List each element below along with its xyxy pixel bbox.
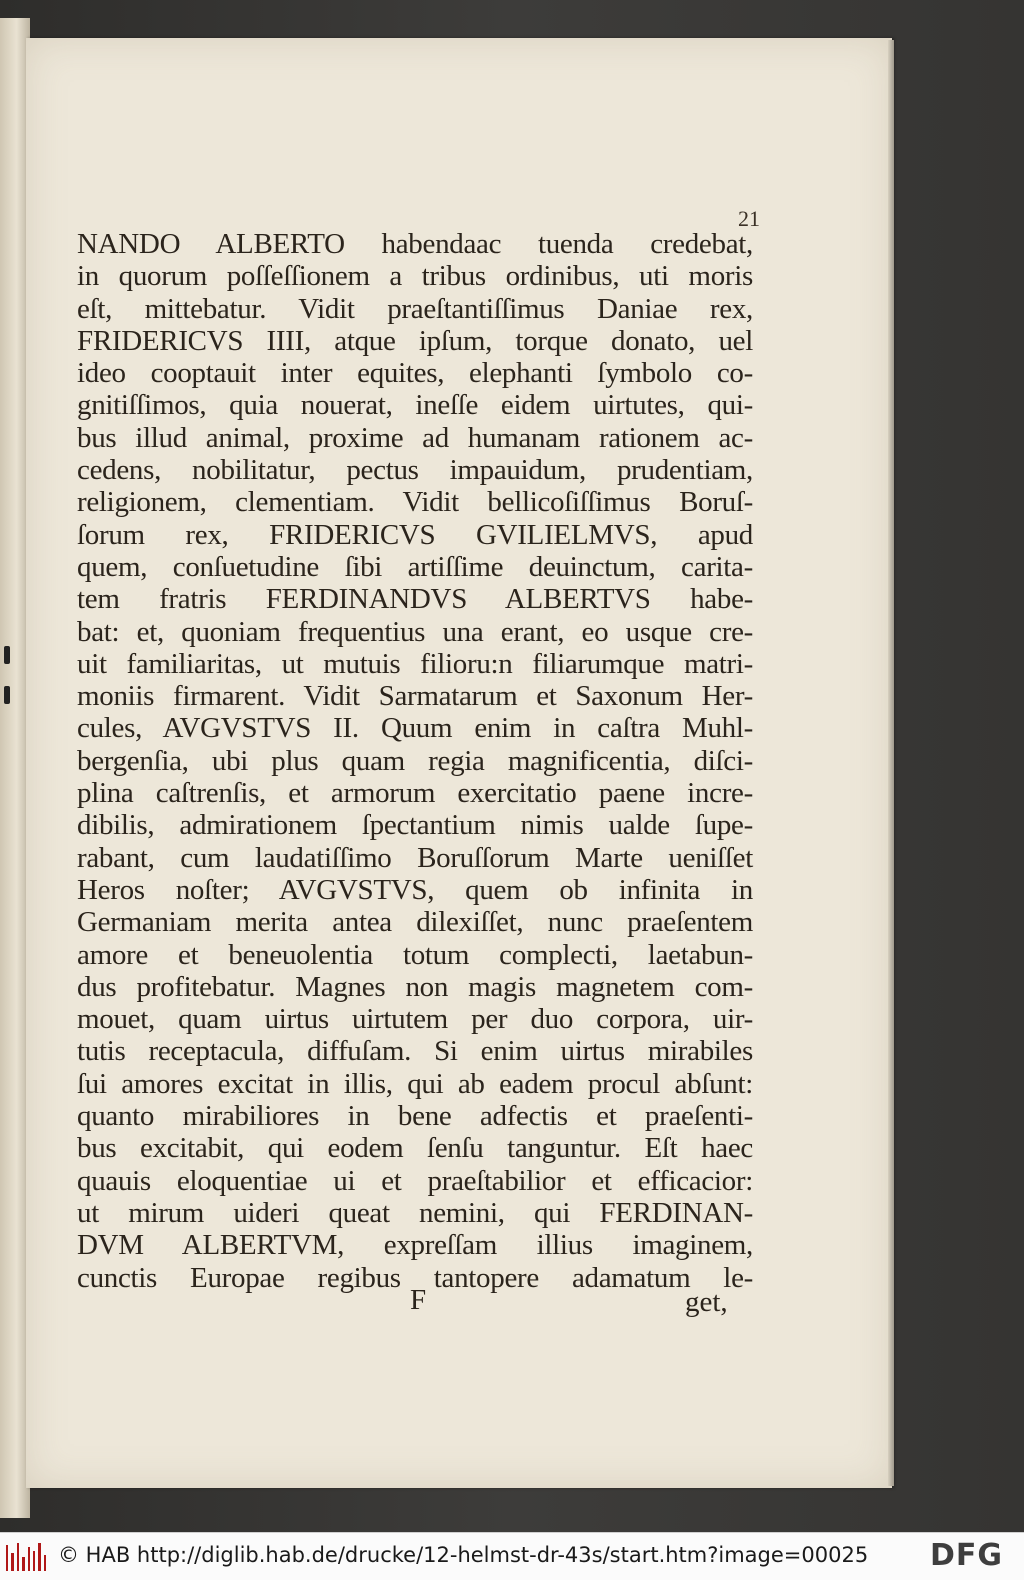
text-line: Germaniam merita antea dilexiſſet, nunc praeſentem bbox=[77, 906, 753, 939]
text-line: plina caſtrenſis, et armorum exercitatio paene incre- bbox=[77, 777, 753, 810]
text-line: quanto mirabiliores in bene adfectis et praeſenti- bbox=[77, 1100, 753, 1133]
text-line: bus illud animal, proxime ad humanam rationem ac- bbox=[77, 421, 753, 454]
text-line: eſt, mittebatur. Vidit praeſtantiſſimus Daniae rex, bbox=[77, 292, 753, 325]
text-line: bergenſia, ubi plus quam regia magnificentia, diſci- bbox=[77, 744, 753, 777]
hab-logo-icon bbox=[6, 1541, 46, 1571]
signature-mark: F bbox=[410, 1284, 427, 1316]
text-line: FRIDERICVS IIII, atque ipſum, torque donato, uel bbox=[77, 324, 753, 357]
text-line: Heros noſter; AVGVSTVS, quem ob infinita in bbox=[77, 873, 753, 906]
catchword: get, bbox=[685, 1286, 728, 1318]
text-line: ut mirum uideri queat nemini, qui FERDINAN- bbox=[77, 1196, 753, 1229]
text-line: ſui amores excitat in illis, qui ab eadem procul abſunt: bbox=[77, 1067, 753, 1100]
text-line: ſorum rex, FRIDERICVS GVILIELMVS, apud bbox=[77, 518, 753, 551]
text-line: cunctis Europae regibus tantopere adamatum le- bbox=[77, 1261, 753, 1294]
text-line: cules, AVGVSTVS II. Quum enim in caſtra Muhl- bbox=[77, 712, 753, 745]
text-line: quem, conſuetudine ſibi artiſſime deuinctum, carita- bbox=[77, 550, 753, 583]
body-text bbox=[77, 228, 753, 1294]
text-line: cedens, nobilitatur, pectus impauidum, prudentiam, bbox=[77, 454, 753, 487]
text-line: religionem, clementiam. Vidit bellicoſiſſimus Boruſ- bbox=[77, 486, 753, 519]
bleed-through-text: ﾠ bbox=[450, 1289, 478, 1320]
footer-credit-link[interactable]: © HAB http://diglib.hab.de/drucke/12-helmst-dr-43s/start.htm?image=00025 bbox=[58, 1543, 869, 1567]
text-line: uit familiaritas, ut mutuis filioru:n filiarumque matri- bbox=[77, 647, 753, 680]
text-line: bus excitabit, qui eodem ſenſu tanguntur. Eſt haec bbox=[77, 1132, 753, 1165]
text-line: DVM ALBERTVM, expreſſam illius imaginem, bbox=[77, 1229, 753, 1262]
margin-mark bbox=[4, 686, 10, 704]
text-line: dus profitebatur. Magnes non magis magnetem com- bbox=[77, 970, 753, 1003]
page-edge-shadow bbox=[888, 40, 894, 1486]
text-line: dibilis, admirationem ſpectantium nimis ualde ſupe- bbox=[77, 809, 753, 842]
margin-mark bbox=[4, 646, 10, 664]
dfg-logo: DFG bbox=[930, 1538, 1004, 1573]
text-line: bat: et, quoniam frequentius una erant, eo usque cre- bbox=[77, 615, 753, 648]
text-line: gnitiſſimos, quia nouerat, ineſſe eidem uirtutes, qui- bbox=[77, 389, 753, 422]
text-line: quauis eloquentiae ui et praeſtabilior et efficacior: bbox=[77, 1164, 753, 1197]
page-number: 21 bbox=[738, 206, 760, 231]
viewer-footer bbox=[0, 1532, 1024, 1580]
text-line: in quorum poſſeſſionem a tribus ordinibus, uti moris bbox=[77, 260, 753, 293]
text-line: mouet, quam uirtus uirtutem per duo corpora, uir- bbox=[77, 1003, 753, 1036]
text-line: ideo cooptauit inter equites, elephanti ſymbolo co- bbox=[77, 357, 753, 390]
text-line: moniis firmarent. Vidit Sarmatarum et Saxonum Her- bbox=[77, 680, 753, 713]
text-line: rabant, cum laudatiſſimo Boruſſorum Marte ueniſſet bbox=[77, 841, 753, 874]
text-line: tem fratris FERDINANDVS ALBERTVS habe- bbox=[77, 583, 753, 616]
text-line: tutis receptacula, diffuſam. Si enim uirtus mirabiles bbox=[77, 1035, 753, 1068]
text-line: NANDO ALBERTO habendaac tuenda credebat, bbox=[77, 228, 753, 260]
text-line: amore et beneuolentia totum complecti, laetabun- bbox=[77, 938, 753, 971]
